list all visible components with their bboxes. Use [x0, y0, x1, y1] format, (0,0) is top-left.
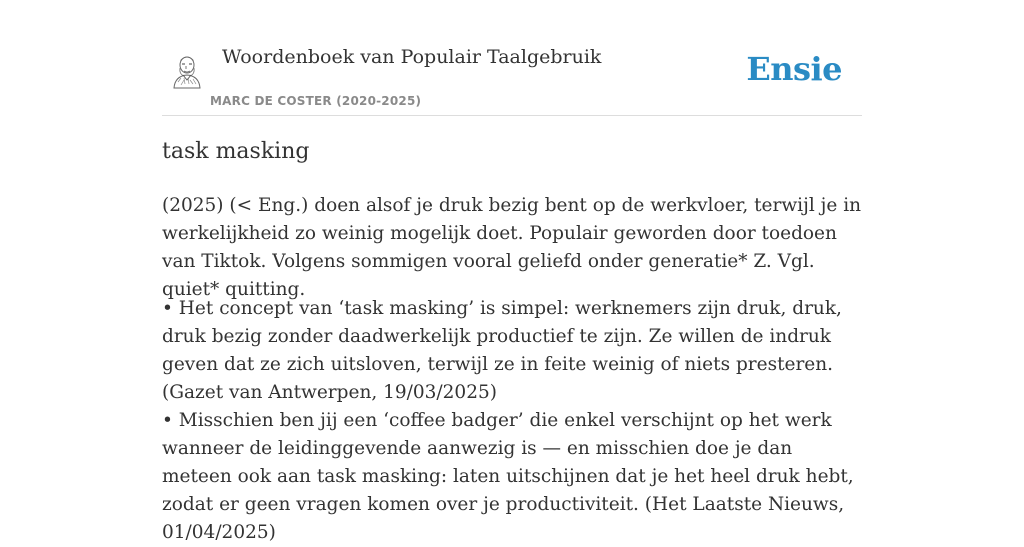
source-header [162, 0, 862, 116]
entry-examples [162, 295, 862, 547]
article-page [162, 0, 862, 543]
author-portrait-icon[interactable] [170, 52, 204, 88]
source-title[interactable]: Woordenboek van Populair Taalgebruik [222, 46, 602, 68]
author-name[interactable]: MARC DE COSTER (2020-2025) [210, 94, 422, 108]
example-quote: • Misschien ben jij een ‘coffee badger’ die enkel verschijnt op het werk wanneer de leidinggevende aanwezig is — en misschien doe je dan meteen ook aan task masking: laten uitschijnen dat je het heel druk hebt, zodat er geen vragen komen over je productiviteit. (Het Laatste Nieuws, 01/04/2025) [162, 410, 854, 543]
entry-term: task masking [162, 139, 310, 164]
entry-definition: (2025) (< Eng.) doen alsof je druk bezig bent op de werkvloer, terwijl je in werkelijkheid zo weinig mogelijk doet. Populair geworden door toedoen van Tiktok. Volgens sommigen vooral geliefd onder generatie* Z. Vgl. quiet* quitting. [162, 195, 862, 300]
brand-logo[interactable]: Ensie [746, 50, 842, 88]
example-quote: • Het concept van ‘task masking’ is simpel: werknemers zijn druk, druk, druk bezig zonder daadwerkelijk productief te zijn. Ze willen de indruk geven dat ze zich uitsloven, terwijl ze in feite weinig of niets presteren. (Gazet van Antwerpen, 19/03/2025) [162, 298, 842, 403]
